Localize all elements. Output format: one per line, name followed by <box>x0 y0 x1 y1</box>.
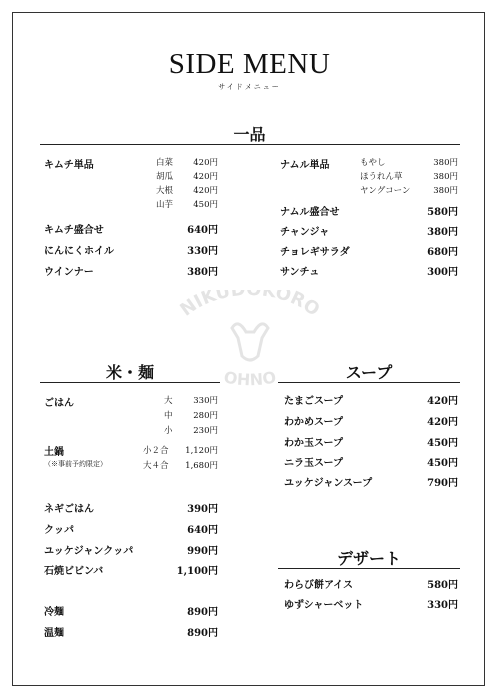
kimchi-variant-price: 420円 <box>193 186 218 196</box>
divider <box>278 382 460 383</box>
menu-item-price: 990円 <box>187 546 218 557</box>
gohan-price: 330円 <box>193 396 218 406</box>
donabe-note: （※事前予約限定） <box>44 460 107 468</box>
menu-item-name: チョレギサラダ <box>280 247 350 258</box>
menu-item-price: 890円 <box>187 628 218 639</box>
donabe-size: 大４合 <box>143 461 169 471</box>
menu-item-name: ユッケジャンスープ <box>284 478 373 489</box>
menu-item-name: 冷麺 <box>44 607 64 618</box>
menu-item-name: ナムル盛合せ <box>280 207 340 218</box>
namul-variant-price: 380円 <box>433 158 458 168</box>
bull-icon <box>232 324 268 360</box>
namul-variant-name: ヤングコーン <box>360 186 411 196</box>
kimchi-variant-price: 450円 <box>193 200 218 210</box>
kimchi-variant-price: 420円 <box>193 158 218 168</box>
menu-item-name: ニラ玉スープ <box>284 458 343 469</box>
gohan-name: ごはん <box>44 398 74 409</box>
menu-item-name: ウインナー <box>44 267 94 278</box>
menu-item-price: 420円 <box>427 396 458 407</box>
menu-item-price: 450円 <box>427 458 458 469</box>
menu-item-name: チャンジャ <box>280 227 330 238</box>
menu-item-name: ユッケジャンクッパ <box>44 546 134 557</box>
gohan-size: 中 <box>164 411 173 421</box>
menu-item-price: 450円 <box>427 438 458 449</box>
divider <box>278 568 460 569</box>
menu-item-name: ゆずシャーベット <box>284 600 364 611</box>
menu-item-price: 680円 <box>427 247 458 258</box>
menu-item-name: わか玉スープ <box>284 438 343 449</box>
donabe-name: 土鍋 <box>44 447 64 458</box>
watermark-logo <box>150 290 350 404</box>
kimchi-variant-name: 胡瓜 <box>156 172 174 182</box>
menu-item-name: サンチュ <box>280 267 320 278</box>
menu-item-price: 380円 <box>187 267 218 278</box>
gohan-size: 大 <box>164 396 173 406</box>
menu-item-name: 温麺 <box>44 628 64 639</box>
kimchi-variant-name: 大根 <box>156 186 174 196</box>
menu-item-price: 640円 <box>187 525 218 536</box>
menu-item-price: 580円 <box>427 580 458 591</box>
namul-variant-price: 380円 <box>433 172 458 182</box>
menu-item-price: 380円 <box>427 227 458 238</box>
menu-item-name: わらび餅アイス <box>284 580 353 591</box>
menu-item-price: 790円 <box>427 478 458 489</box>
page-subtitle: サイドメニュー <box>218 83 281 91</box>
menu-item-name: たまごスープ <box>284 396 343 407</box>
namul-variant-price: 380円 <box>433 186 458 196</box>
section-heading-soup: スープ <box>345 363 393 382</box>
svg-text:OHNO <box>222 367 277 389</box>
gohan-size: 小 <box>164 426 173 436</box>
divider <box>40 144 460 145</box>
menu-item-price: 390円 <box>187 504 218 515</box>
section-heading-rice: 米・麺 <box>105 363 154 382</box>
watermark-bottom-text: OHNO <box>222 367 278 390</box>
menu-item-price: 330円 <box>427 600 458 611</box>
gohan-price: 280円 <box>193 411 218 421</box>
menu-item-price: 300円 <box>427 267 458 278</box>
menu-item-price: 420円 <box>427 417 458 428</box>
namul-variant-name: ほうれん草 <box>360 172 403 182</box>
divider <box>40 382 220 383</box>
donabe-size: 小２合 <box>143 446 169 456</box>
menu-item-price: 1,100円 <box>176 566 218 577</box>
watermark-top-text: NIKUD KORO <box>176 290 324 321</box>
menu-item-name: わかめスープ <box>284 417 343 428</box>
namul-single-name: ナムル単品 <box>280 160 330 171</box>
kimchi-variant-price: 420円 <box>193 172 218 182</box>
menu-item-price: 330円 <box>187 246 218 257</box>
menu-item-price: 890円 <box>187 607 218 618</box>
menu-item-price: 640円 <box>187 225 218 236</box>
page-title: SIDE MENU <box>168 48 331 80</box>
gohan-price: 230円 <box>193 426 218 436</box>
menu-item-name: にんにくホイル <box>44 246 114 257</box>
section-heading-dessert: デザート <box>336 549 401 568</box>
menu-item-price: 580円 <box>427 207 458 218</box>
menu-item-name: クッパ <box>44 525 74 536</box>
donabe-price: 1,680円 <box>185 461 218 471</box>
svg-text:NIKUDOKORO <box>176 290 323 321</box>
kimchi-single-name: キムチ単品 <box>44 160 94 171</box>
menu-item-name: ネギごはん <box>44 504 94 515</box>
menu-item-name: キムチ盛合せ <box>44 225 104 236</box>
section-heading-ippin: 一品 <box>233 125 266 144</box>
kimchi-variant-name: 白菜 <box>156 158 174 168</box>
namul-variant-name: もやし <box>360 158 386 168</box>
donabe-price: 1,120円 <box>185 446 218 456</box>
kimchi-variant-name: 山芋 <box>156 200 174 210</box>
menu-item-name: 石焼ビビンバ <box>44 566 104 577</box>
